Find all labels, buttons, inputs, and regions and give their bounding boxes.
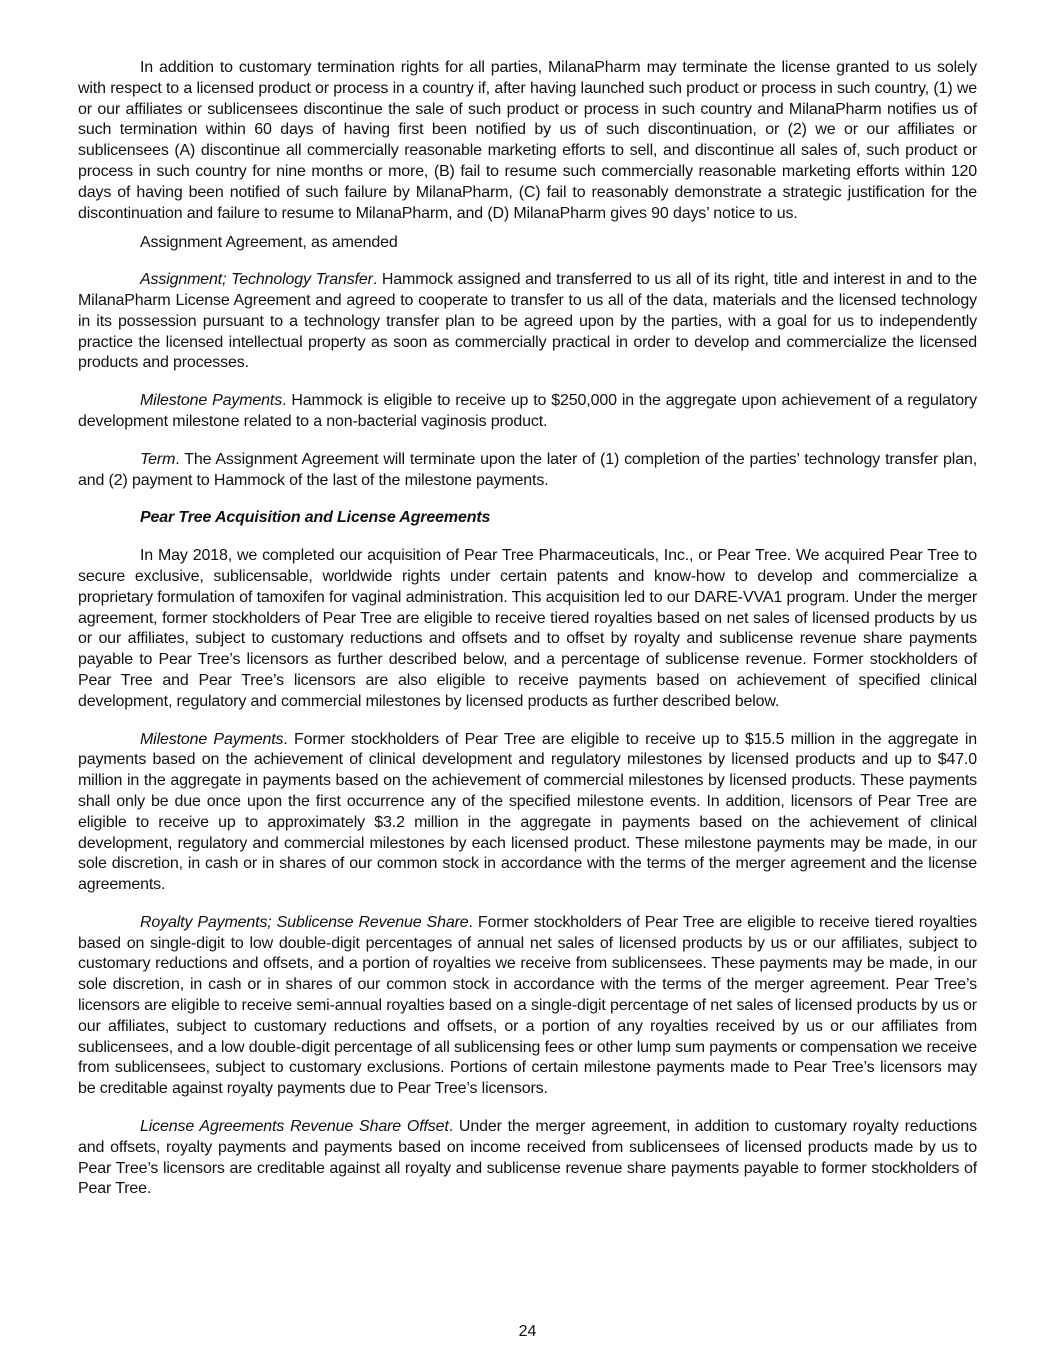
- paragraph-lead-italic: Assignment; Technology Transfer: [140, 271, 373, 289]
- section-heading-text: Assignment Agreement, as amended: [140, 234, 398, 252]
- paragraph-revenue-share-offset: [78, 1117, 977, 1200]
- paragraph-lead-italic: Royalty Payments; Sublicense Revenue Share: [140, 913, 469, 931]
- section-heading-text: Pear Tree Acquisition and License Agreements: [140, 509, 491, 527]
- paragraph-text: . Under the merger agreement, in addition to customary royalty reductions and offsets, royalty payments and payments based on income received from sublicensees of licensed products made by us to Pear Tree’s licensors are creditable against all royalty and sublicense revenue share payments payable to former stockholders of Pear Tree.: [78, 1118, 977, 1198]
- paragraph-text: In May 2018, we completed our acquisition of Pear Tree Pharmaceuticals, Inc., or Pear Tree. We acquired Pear Tree to secure exclusive, sublicensable, worldwide rights under certain patents and know-how to develop and commercialize a proprietary formulation of tamoxifen for vaginal administration. This acquisition led to our DARE-VVA1 program. Under the merger agreement, former stockholders of Pear Tree are eligible to receive tiered royalties based on net sales of licensed products by us or our affiliates, subject to customary reductions and offsets and to offset by royalty and sublicense revenue share payments payable to Pear Tree’s licensors as further described below, and a percentage of sublicense revenue. Former stockholders of Pear Tree and Pear Tree’s licensors are also eligible to receive payments based on achievement of specified clinical development, regulatory and commercial milestones by licensed products as further described below.: [78, 547, 977, 710]
- paragraph-lead-italic: Term: [140, 450, 176, 468]
- paragraph-text: In addition to customary termination rights for all parties, MilanaPharm may terminate the license granted to us solely with respect to a licensed product or process in a country if, after having launched such product or process in such country, (1) we or our affiliates or sublicensees discontinue the sale of such product or process in such country and MilanaPharm notifies us of such termination within 60 days of having first been notified by us of such discontinuation, or (2) we or our affiliates or sublicensees (A) discontinue all commercially reasonable marketing efforts to sell, and discontinue all sales of, such product or process in such country for nine months or more, (B) fail to resume such commercially reasonable marketing efforts within 120 days of having been notified of such failure by MilanaPharm, (C) fail to reasonably demonstrate a strategic justification for the discontinuation and failure to resume to MilanaPharm, and (D) MilanaPharm gives 90 days’ notice to us.: [78, 59, 977, 222]
- section-heading-pear-tree: [78, 508, 977, 529]
- paragraph-text: . Hammock assigned and transferred to us all of its right, title and interest in and to the MilanaPharm License Agreement and agreed to cooperate to transfer to us all of the data, materials and the licensed technology in its possession pursuant to a technology transfer plan to be agreed upon by the parties, with a goal for us to independently practice the licensed intellectual property as soon as commercially practical in order to develop and commercialize the licensed products and processes.: [78, 271, 977, 372]
- paragraph-text: . Former stockholders of Pear Tree are eligible to receive up to $15.5 million in the aggregate in payments based on the achievement of clinical development and regulatory milestones by licensed products and up to $47.0 million in the aggregate in payments based on the achievement of commercial milestones by licensed products. These payments shall only be due once upon the first occurrence any of the specified milestone events. In addition, licensors of Pear Tree are eligible to receive up to approximately $3.2 million in the aggregate in payments based on the achievement of clinical development, regulatory and commercial milestones by each licensed product. These milestone payments may be made, in our sole discretion, in cash or in shares of our common stock in accordance with the terms of the merger agreement and the license agreements.: [78, 730, 977, 894]
- section-heading-assignment-agreement: [78, 233, 977, 254]
- paragraph-lead-italic: Milestone Payments: [140, 730, 284, 748]
- paragraph-assignment-term: [78, 450, 977, 492]
- paragraph-text: . Hammock is eligible to receive up to $250,000 in the aggregate upon achievement of a regulatory development milestone related to a non-bacterial vaginosis product.: [78, 392, 977, 430]
- paragraph-royalty-payments: [78, 913, 977, 1100]
- paragraph-milanapharm-termination: [78, 58, 977, 224]
- paragraph-text: . The Assignment Agreement will terminate upon the later of (1) completion of the parties’ technology transfer plan, and (2) payment to Hammock of the last of the milestone payments.: [78, 450, 977, 489]
- paragraph-lead-italic: Milestone Payments: [140, 392, 283, 410]
- paragraph-hammock-milestone-payments: [78, 391, 977, 433]
- document-page: [78, 58, 977, 1200]
- paragraph-assignment-technology-transfer: [78, 270, 977, 374]
- paragraph-pear-tree-milestone-payments: [78, 730, 977, 896]
- paragraph-text: . Former stockholders of Pear Tree are eligible to receive tiered royalties based on single-digit to low double-digit percentages of annual net sales of licensed products by us or our affiliates, subject to customary reductions and offsets, and a portion of royalties we receive from sublicensees. These payments may be made, in our sole discretion, in cash or in shares of our common stock in accordance with the terms of the merger agreement. Pear Tree’s licensors are eligible to receive semi-annual royalties based on a single-digit percentage of net sales of licensed products by us or our affiliates, subject to customary reductions and offsets, or a portion of any royalties received by us or our affiliates from sublicensees, and a low double-digit percentage of all sublicensing fees or other lump sum payments or compensation we receive from sublicensees, subject to customary exclusions. Portions of certain milestone payments made to Pear Tree’s licensors may be creditable against royalty payments due to Pear Tree’s licensors.: [78, 913, 977, 1098]
- paragraph-lead-italic: License Agreements Revenue Share Offset: [140, 1118, 449, 1136]
- page-number: 24: [518, 1323, 537, 1340]
- paragraph-pear-tree-acquisition: [78, 546, 977, 712]
